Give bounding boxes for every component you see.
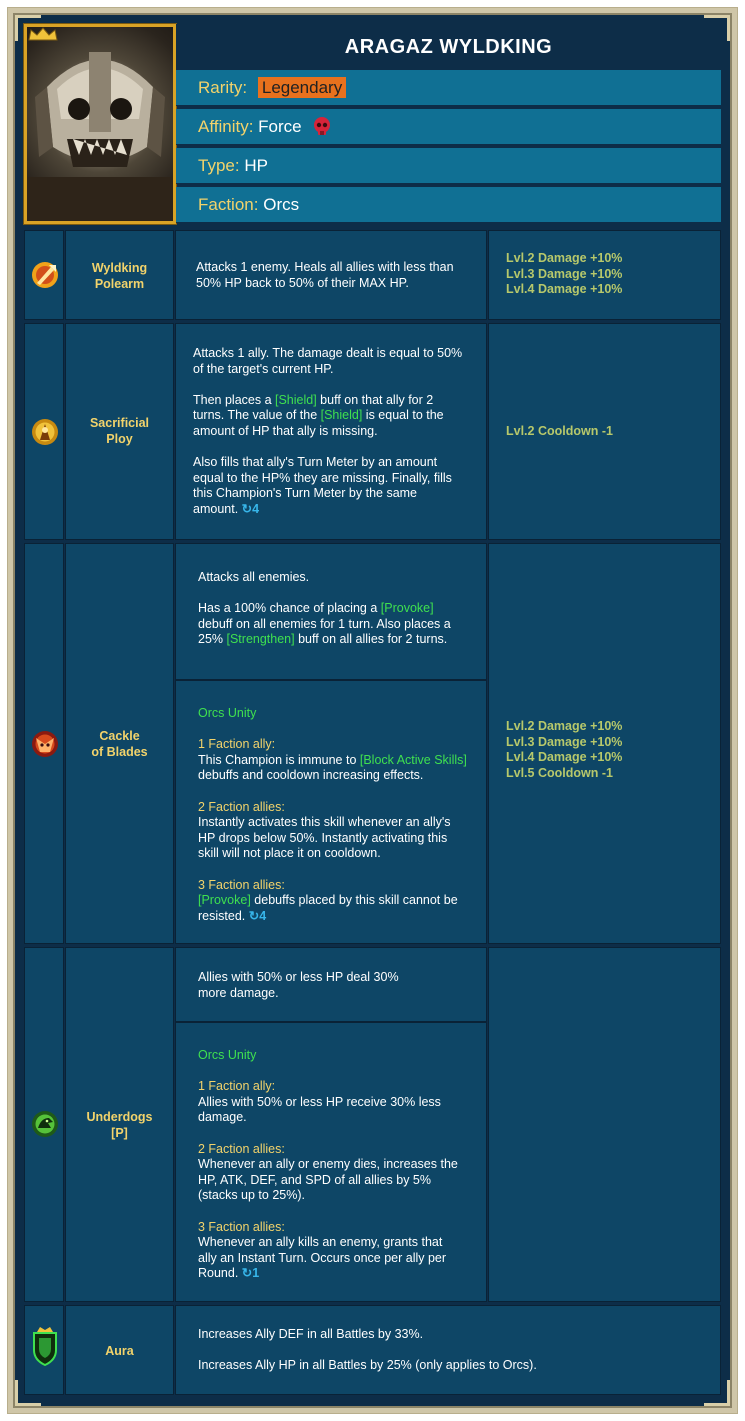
skill-name-line: Aura (105, 1344, 134, 1358)
skill-row (24, 947, 721, 1302)
skill-row (24, 323, 721, 540)
skill-icon-cell (24, 323, 64, 540)
text-run: debuff on all enemies for 1 turn. Also places a 25% (198, 616, 451, 647)
skill-icon-cell (24, 543, 64, 944)
faction-tier-label: 3 Faction allies: (198, 1219, 285, 1234)
skill-description (198, 970, 423, 1001)
faction-unity-title: Orcs Unity (198, 1048, 257, 1062)
faction-unity-title: Orcs Unity (198, 706, 257, 720)
skill-name-line: Polearm (94, 277, 145, 291)
text-run: is equal to the amount of HP that ally is missing. (193, 408, 444, 438)
text-run: Whenever an ally kills an enemy, grants that ally an Instant Turn. Occurs once per ally per Round. (198, 1235, 447, 1281)
skill-icon-cell (24, 230, 64, 320)
text-run: Also fills that ally's Turn Meter by an amount equal to the HP% they are missing. Finally, fills this Champion's Turn Meter by the same amount. (193, 455, 452, 516)
skill-books-cell (488, 323, 721, 540)
cooldown-indicator (249, 909, 266, 923)
shield-buff-keyword: [Shield] (275, 392, 317, 407)
skill-name-cell (65, 543, 174, 944)
book-upgrade: Lvl.4 Damage +10% (506, 282, 623, 297)
faction-tier-label: 1 Faction ally: (198, 737, 276, 752)
skill-books (506, 719, 622, 781)
type-row (176, 148, 721, 184)
shield-buff-keyword: [Shield] (320, 408, 363, 423)
book-upgrade: Lvl.3 Damage +10% (506, 734, 623, 749)
skill-name-line: Underdogs (86, 1110, 153, 1124)
faction-tier (198, 878, 468, 925)
skill-description-text: Attacks all enemies. (198, 570, 310, 584)
cooldown-value: 4 (252, 501, 260, 516)
skill-name (66, 1109, 173, 1141)
faction-tier (198, 1220, 460, 1282)
text-run: debuffs placed by this skill cannot be resisted. (198, 893, 458, 923)
faction-tier (198, 1079, 460, 1126)
book-upgrade: Lvl.2 Damage +10% (506, 251, 623, 265)
faction-tier-label: 3 Faction allies: (198, 877, 285, 892)
cackle-of-blades-icon (31, 730, 59, 758)
faction-tier-label: 1 Faction ally: (198, 1079, 276, 1094)
faction-value: Orcs (263, 195, 300, 214)
aura-shield-icon (31, 1326, 59, 1366)
faction-tier-label: 2 Faction allies: (198, 1141, 285, 1156)
cooldown-value: 1 (252, 1266, 260, 1281)
provoke-debuff-keyword: [Provoke] (380, 601, 434, 616)
faction-unity-description (198, 1048, 460, 1282)
faction-tier (198, 737, 468, 784)
rarity-row (176, 70, 721, 106)
cooldown-indicator (242, 1266, 259, 1280)
text-run: debuffs and cooldown increasing effects. (198, 768, 424, 783)
skull-helmet-portrait-icon (27, 27, 173, 221)
text-run: Allies with 50% or less HP receive 30% less damage. (198, 1094, 441, 1125)
text-run: Whenever an ally or enemy dies, increases the HP, ATK, DEF, and SPD of all allies by 5% (stacks up to 25%). (198, 1157, 458, 1203)
force-skull-icon (312, 116, 332, 136)
skill-row (24, 230, 721, 320)
affinity-value: Force (258, 117, 302, 136)
book-upgrade: Lvl.2 Damage +10% (506, 719, 623, 733)
affinity-label: Affinity: (198, 117, 254, 136)
skill-name-cell (65, 323, 174, 540)
sacrificial-ploy-icon (31, 418, 59, 446)
book-upgrade: Lvl.3 Damage +10% (506, 266, 623, 281)
skill-description (196, 260, 471, 291)
cooldown-value: 4 (259, 908, 267, 923)
text-run: This Champion is immune to (198, 752, 360, 767)
skill-icon-cell (24, 1305, 64, 1395)
skill-description-cell (175, 230, 487, 320)
champion-portrait (24, 24, 176, 224)
faction-row (176, 187, 721, 223)
book-upgrade: Lvl.5 Cooldown -1 (506, 765, 613, 780)
block-active-skills-keyword: [Block Active Skills] (359, 752, 467, 767)
skill-description-text: Increases Ally HP in all Battles by 25% (only applies to Orcs). (198, 1358, 537, 1373)
skill-description-text: Allies with 50% or less HP deal 30% more damage. (198, 970, 399, 1000)
skill-description-text: Increases Ally DEF in all Battles by 33%. (198, 1327, 424, 1341)
cooldown-icon: ↻ (241, 1266, 253, 1281)
skill-name (66, 1343, 173, 1359)
skill-name-cell (65, 1305, 174, 1395)
skill-name (66, 728, 173, 760)
provoke-debuff-keyword: [Provoke] (198, 893, 251, 908)
text-run: Then places a (193, 392, 275, 407)
skill-description-cell (175, 543, 487, 944)
skill-name-line: of Blades (91, 745, 148, 759)
skill-books-cell (488, 947, 721, 1302)
text-run: Instantly activates this skill whenever an ally's HP drops below 50%. Instantly activating this skill will not place it on cooldown. (198, 815, 451, 861)
rarity-label: Rarity: (198, 78, 248, 97)
section-divider (175, 1021, 487, 1023)
skill-description-cell (175, 947, 487, 1302)
cooldown-icon: ↻ (241, 501, 253, 516)
type-label: Type: (198, 156, 240, 175)
cooldown-indicator (242, 502, 259, 516)
text-run: Has a 100% chance of placing a (198, 601, 381, 616)
skill-description-cell (175, 1305, 721, 1395)
skill-books (506, 251, 622, 298)
champion-name: ARAGAZ WYLDKING (176, 24, 721, 70)
skill-books (506, 424, 613, 440)
polearm-icon (31, 261, 59, 289)
section-divider (175, 679, 487, 681)
faction-tier-label: 2 Faction allies: (198, 799, 285, 814)
skill-name-cell (65, 947, 174, 1302)
skill-description-text: Attacks 1 enemy. Heals all allies with less than 50% HP back to 50% of their MAX HP. (196, 260, 454, 290)
skill-description-text (198, 601, 468, 648)
faction-tier (198, 800, 468, 862)
skill-books-cell (488, 230, 721, 320)
skill-description-text: Attacks 1 ally. The damage dealt is equal to 50% of the target's current HP. (193, 346, 463, 376)
aura-row (24, 1305, 721, 1395)
skill-name-line: Ploy (106, 432, 133, 446)
skill-row (24, 543, 721, 944)
underdogs-icon (31, 1110, 59, 1138)
crown-icon (27, 27, 59, 41)
book-upgrade: Lvl.2 Cooldown -1 (506, 424, 613, 438)
champion-card (24, 24, 721, 1397)
faction-unity-description (198, 706, 468, 924)
faction-label: Faction: (198, 195, 259, 214)
skill-name (66, 260, 173, 292)
skill-name-line: [P] (111, 1126, 128, 1140)
skill-description (193, 346, 463, 518)
skill-description-text (193, 393, 463, 440)
skill-icon-cell (24, 947, 64, 1302)
skill-name-line: Cackle (99, 729, 140, 743)
type-value: HP (244, 156, 268, 175)
skill-name-line: Sacrificial (89, 416, 150, 430)
book-upgrade: Lvl.4 Damage +10% (506, 750, 623, 765)
skill-description-cell (175, 323, 487, 540)
skill-description-text (193, 455, 463, 517)
text-run: buff on all allies for 2 turns. (294, 632, 448, 647)
cooldown-icon: ↻ (248, 908, 260, 923)
skill-name-line: Wyldking (91, 261, 148, 275)
rarity-badge: Legendary (258, 77, 346, 98)
skill-name-cell (65, 230, 174, 320)
skill-name (66, 415, 173, 447)
affinity-row (176, 109, 721, 145)
skill-description (198, 1327, 698, 1374)
skill-description (198, 570, 468, 648)
skill-books-cell (488, 543, 721, 944)
text-run: buff on that ally for 2 turns. The value of the (193, 392, 434, 423)
faction-tier (198, 1142, 460, 1204)
strengthen-buff-keyword: [Strengthen] (226, 632, 295, 647)
